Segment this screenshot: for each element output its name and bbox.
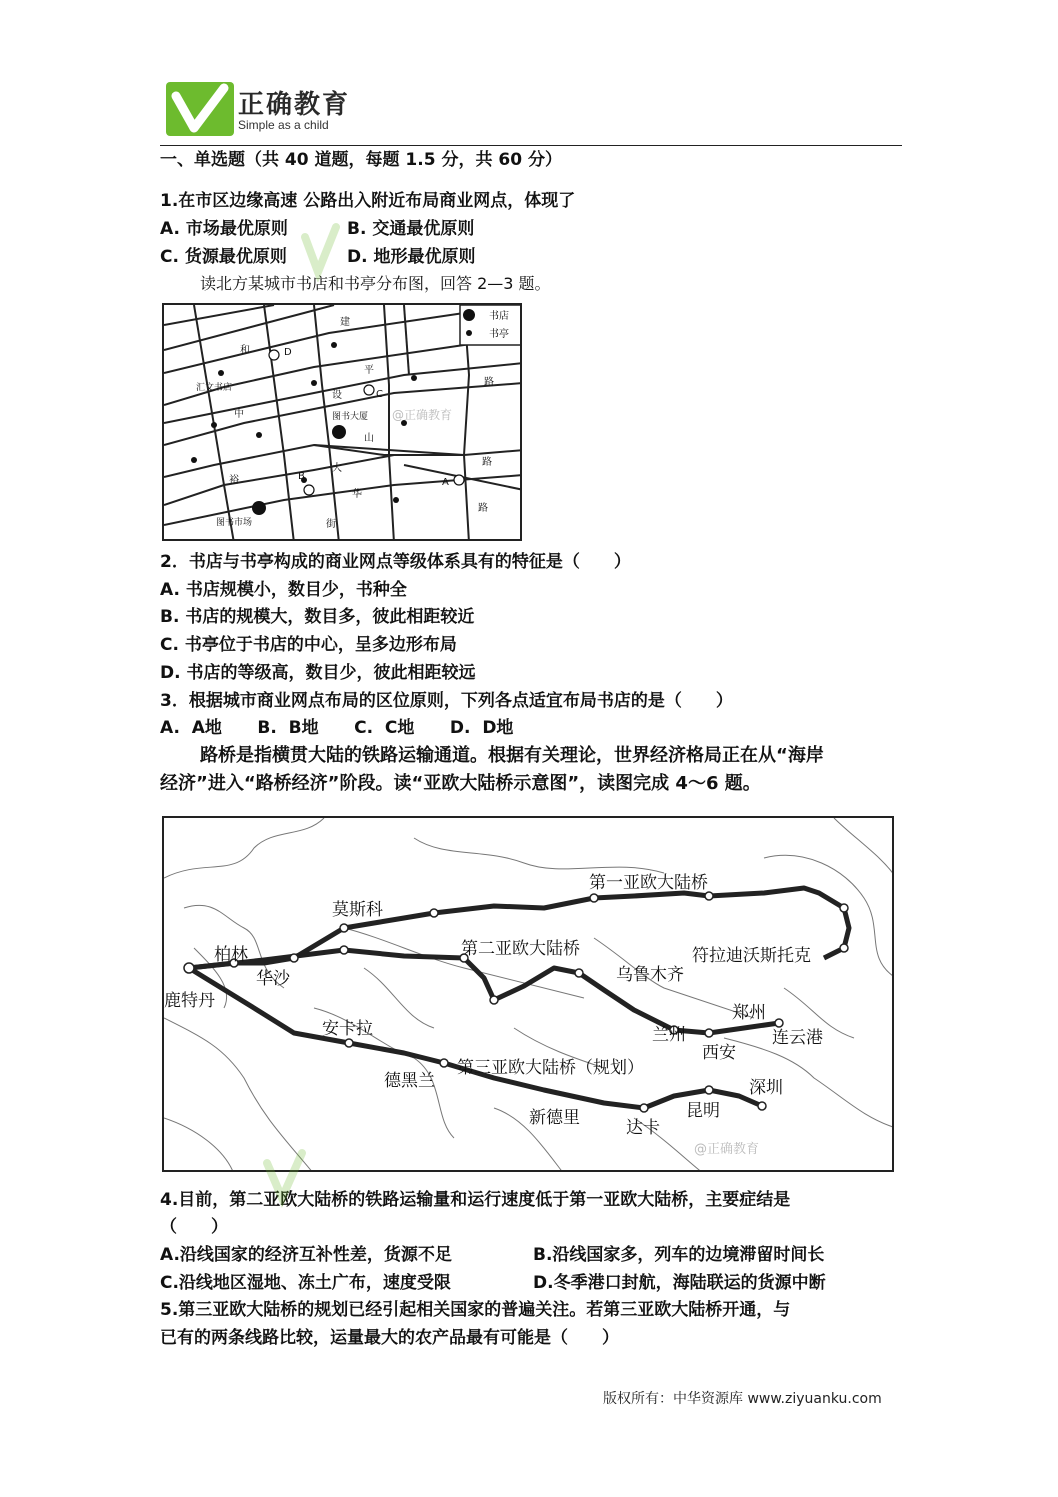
logo-watermark-icon	[262, 1148, 306, 1208]
intro-q4-q6-line2: 经济”进入“路桥经济”阶段。读“亚欧大陆桥示意图”，读图完成 4～6 题。	[160, 773, 761, 794]
map1-label: 建	[340, 317, 350, 328]
q1-option-d: D. 地形最优原则	[347, 247, 476, 267]
bookstore-map	[162, 303, 522, 541]
q3-stem: 3．根据城市商业网点布局的区位原则，下列各点适宜布局书店的是（ ）	[160, 691, 733, 711]
map1-label: D	[284, 347, 292, 358]
map1-label: A	[442, 477, 449, 488]
q4-stem-line1: 4.目前，第二亚欧大陆桥的铁路运输量和运行速度低于第一亚欧大陆桥，主要症结是	[160, 1190, 791, 1210]
q5-stem-line1: 5.第三亚欧大陆桥的规划已经引起相关国家的普遍关注。若第三亚欧大陆桥开通，与	[160, 1300, 791, 1320]
q2-option-c: C. 书亭位于书店的中心，呈多边形布局	[160, 635, 457, 655]
footer-copyright: 版权所有：中华资源库 www.ziyuanku.com	[603, 1391, 882, 1407]
map1-label: 中	[234, 409, 244, 420]
label-moscow: 莫斯科	[332, 900, 383, 920]
label-rotterdam: 鹿特丹	[164, 991, 215, 1011]
label-dhaka: 达卡	[626, 1118, 660, 1138]
q5-stem-line2: 已有的两条线路比较，运量最大的农产品最有可能是（ ）	[160, 1328, 619, 1348]
q4-stem-line2: （ ）	[160, 1217, 228, 1237]
map1-label: 街	[326, 519, 336, 530]
map1-label: 和	[240, 345, 250, 356]
label-vladivostok: 符拉迪沃斯托克	[692, 946, 811, 966]
map1-label: 裕	[229, 475, 239, 486]
map1-label: 大	[332, 463, 342, 474]
q1-option-c: C. 货源最优原则	[160, 247, 287, 267]
map2-watermark: @正确教育	[694, 1142, 760, 1157]
section-title: 一、单选题（共 40 道题，每题 1.5 分，共 60 分）	[160, 150, 562, 170]
q4-option-c: C.沿线地区湿地、冻土广布，速度受限	[160, 1273, 451, 1293]
logo-watermark-icon	[300, 222, 340, 282]
label-second-bridge: 第二亚欧大陆桥	[461, 939, 580, 959]
q1-stem: 1.在市区边缘高速 公路出入附近布局商业网点，体现了	[160, 191, 576, 211]
intro-q2-q3: 读北方某城市书店和书亭分布图，回答 2—3 题。	[200, 274, 551, 293]
logo-text: 正确教育	[238, 90, 351, 120]
q3-options: A. A地 B. B地 C. C地 D. D地	[160, 718, 514, 738]
q2-stem: 2．书店与书亭构成的商业网点等级体系具有的特征是（ ）	[160, 552, 631, 572]
logo-watermark	[262, 1148, 306, 1212]
map1-label: 路	[478, 503, 488, 514]
q4-option-a: A.沿线国家的经济互补性差，货源不足	[160, 1245, 452, 1265]
q2-option-b: B. 书店的规模大，数目多，彼此相距较近	[160, 607, 475, 627]
q1-option-b: B. 交通最优原则	[347, 219, 475, 239]
label-urumqi: 乌鲁木齐	[616, 965, 684, 985]
map1-label: 平	[364, 365, 374, 376]
map1-label: C	[376, 389, 383, 400]
logo-subtitle: Simple as a child	[238, 118, 329, 132]
map1-label: 图书大厦	[332, 412, 369, 422]
map1-label: 路	[482, 457, 492, 468]
label-berlin: 柏林	[214, 945, 248, 965]
logo	[166, 82, 366, 138]
legend-kiosk-label: 书亭	[489, 329, 509, 340]
q4-option-d: D.冬季港口封航，海陆联运的货源中断	[533, 1273, 826, 1293]
legend-kiosk-dot	[466, 330, 472, 336]
map1-label: 汇文书店	[196, 383, 233, 393]
label-first-bridge: 第一亚欧大陆桥	[589, 873, 708, 893]
q2-option-a: A. 书店规模小，数目少，书种全	[160, 580, 407, 600]
map1-label: 设	[332, 390, 342, 401]
legend-bookstore-dot	[463, 309, 475, 321]
label-xian: 西安	[702, 1043, 736, 1063]
map1-label: 路	[484, 377, 494, 388]
label-lianyungang: 连云港	[772, 1028, 823, 1048]
label-ankara: 安卡拉	[322, 1019, 373, 1039]
q1-option-a: A. 市场最优原则	[160, 219, 288, 239]
label-shenzhen: 深圳	[749, 1078, 783, 1098]
label-kunming: 昆明	[686, 1101, 720, 1121]
map1-label: 山	[364, 433, 374, 444]
map1-label: 华	[352, 489, 362, 500]
label-tehran: 德黑兰	[384, 1071, 435, 1091]
intro-q4-q6-line1: 路桥是指横贯大陆的铁路运输通道。根据有关理论，世界经济格局正在从“海岸	[200, 745, 824, 766]
legend-bookstore-label: 书店	[489, 311, 509, 322]
map1-label: 图书市场	[216, 518, 253, 528]
label-warsaw: 华沙	[256, 969, 290, 989]
logo-watermark	[300, 222, 340, 286]
logo-v-mark-icon	[166, 82, 234, 136]
map1-watermark: @正确教育	[392, 408, 453, 422]
bookstore-map-svg	[164, 305, 522, 541]
label-lanzhou: 兰州	[652, 1025, 686, 1045]
q4-option-b: B.沿线国家多，列车的边境滞留时间长	[533, 1245, 825, 1265]
label-zhengzhou: 郑州	[732, 1003, 766, 1023]
label-third-bridge: 第三亚欧大陆桥（规划）	[457, 1058, 644, 1078]
label-new-delhi: 新德里	[529, 1108, 580, 1128]
eurasia-map-svg	[164, 818, 894, 1172]
q2-option-d: D. 书店的等级高，数目少，彼此相距较远	[160, 663, 476, 683]
map1-label: B	[298, 471, 305, 482]
header-rule	[160, 145, 902, 146]
eurasia-land-bridge-map	[162, 816, 894, 1172]
